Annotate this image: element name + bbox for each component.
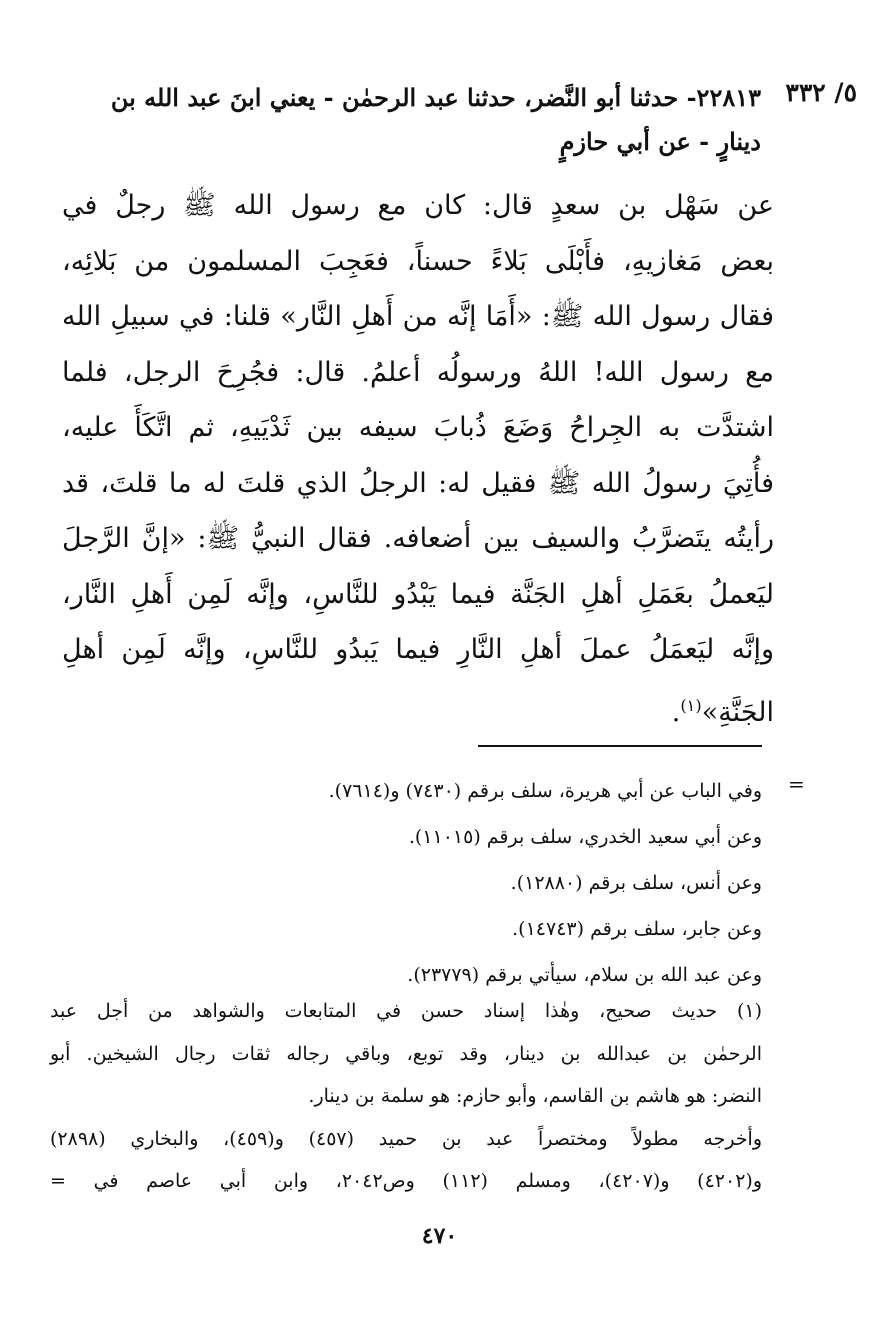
hadith-header-line: ٢٢٨١٣- حدثنا أبو النَّضر، حدثنا عبد الرحمٰن - يعني ابنَ عبد الله بن bbox=[110, 83, 761, 112]
hadith-line: فقال رسول الله ﷺ: «أَمَا إنَّه من أَهلِ النَّار» قلنا: في سبيلِ الله bbox=[62, 301, 774, 332]
hadith-line: فأُتِيَ رسولُ الله ﷺ فقيل له: الرجلُ الذي قلتَ له ما قلتَ، قد bbox=[62, 467, 774, 499]
footnote-line: الرحمٰن بن عبدالله بن دينار، وقد توبع، وباقي رجاله ثقات رجال الشيخين. أبو bbox=[50, 1042, 762, 1065]
footnote-line: وعن جابر، سلف برقم (١٤٧٤٣). bbox=[512, 918, 762, 940]
hadith-line: وإنَّه ليَعمَلُ عملَ أهلِ النَّارِ فيما يَبدُو للنَّاسِ، وإنَّه لَمِن أهلِ bbox=[62, 634, 774, 665]
footnote-line: وأخرجه مطولاً ومختصراً عبد بن حميد (٤٥٧) و(٤٥٩)، والبخاري (٢٨٩٨) bbox=[50, 1127, 763, 1150]
footnote-line: وعن أنس، سلف برقم (١٢٨٨٠). bbox=[510, 872, 762, 894]
hadith-line: رأيتُه يتَضرَّبُ والسيف بين أضعافه. فقال النبيُّ ﷺ: «إنَّ الرَّجلَ bbox=[62, 523, 774, 554]
end-period: . bbox=[671, 696, 681, 728]
volume-page-reference: ٥/ ٣٣٢ bbox=[785, 78, 857, 107]
hadith-line-final bbox=[62, 678, 774, 741]
hadith-line-text: الجَنَّةِ» bbox=[701, 696, 774, 728]
footnote-line: و(٤٢٠٢) و(٤٢٠٧)، ومسلم (١١٢) وص٢٠٤٢، وابن أبي عاصم في = bbox=[50, 1170, 762, 1192]
hadith-header bbox=[31, 76, 761, 164]
hadith-line: بعض مَغازيهِ، فأَبْلَى بَلاءً حسناً، فعَجِبَ المسلمون من بَلائِه، bbox=[62, 245, 774, 277]
footnote-line: وفي الباب عن أبي هريرة، سلف برقم (٧٤٣٠) و(٧٦١٤). bbox=[328, 780, 762, 802]
hadith-line: عن سَهْل بن سعدٍ قال: كان مع رسول الله ﷺ رجلٌ في bbox=[62, 190, 774, 221]
footnote-line: وعن أبي سعيد الخدري، سلف برقم (١١٠١٥). bbox=[408, 826, 762, 848]
continuation-mark: = bbox=[788, 772, 805, 796]
hadith-text bbox=[62, 178, 774, 740]
footnote-line: النضر: هو هاشم بن القاسم، وأبو حازم: هو سلمة بن دينار. bbox=[308, 1085, 762, 1107]
footnote-line: وعن عبد الله بن سلام، سيأتي برقم (٢٣٧٧٩). bbox=[407, 964, 762, 986]
hadith-line: مع رسول الله! اللهُ ورسولُه أعلمُ. قال: فجُرِحَ الرجل، فلما bbox=[62, 356, 774, 388]
footnote-separator bbox=[478, 745, 762, 747]
page-number: ٤٧٠ bbox=[421, 1223, 458, 1249]
footnote-1 bbox=[50, 990, 762, 1203]
hadith-line: اشتدَّت به الجِراحُ وَضَعَ ذُبابَ سيفه بين ثَدْيَيهِ، ثم اتَّكَأَ عليه، bbox=[62, 412, 774, 443]
footnote-line: (١) حديث صحيح، وهٰذا إسناد حسن في المتابعات والشواهد من أجل عبد bbox=[50, 1000, 762, 1022]
hadith-line: ليَعملُ بعَمَلِ أهلِ الجَنَّة فيما يَبْدُو للنَّاسِ، وإنَّه لَمِن أَهلِ النَّار، bbox=[62, 578, 774, 610]
hadith-header-line: دينارٍ - عن أبي حازمٍ bbox=[559, 127, 761, 156]
footnote-marker: (١) bbox=[680, 695, 702, 715]
footnote-continuation bbox=[90, 768, 762, 998]
